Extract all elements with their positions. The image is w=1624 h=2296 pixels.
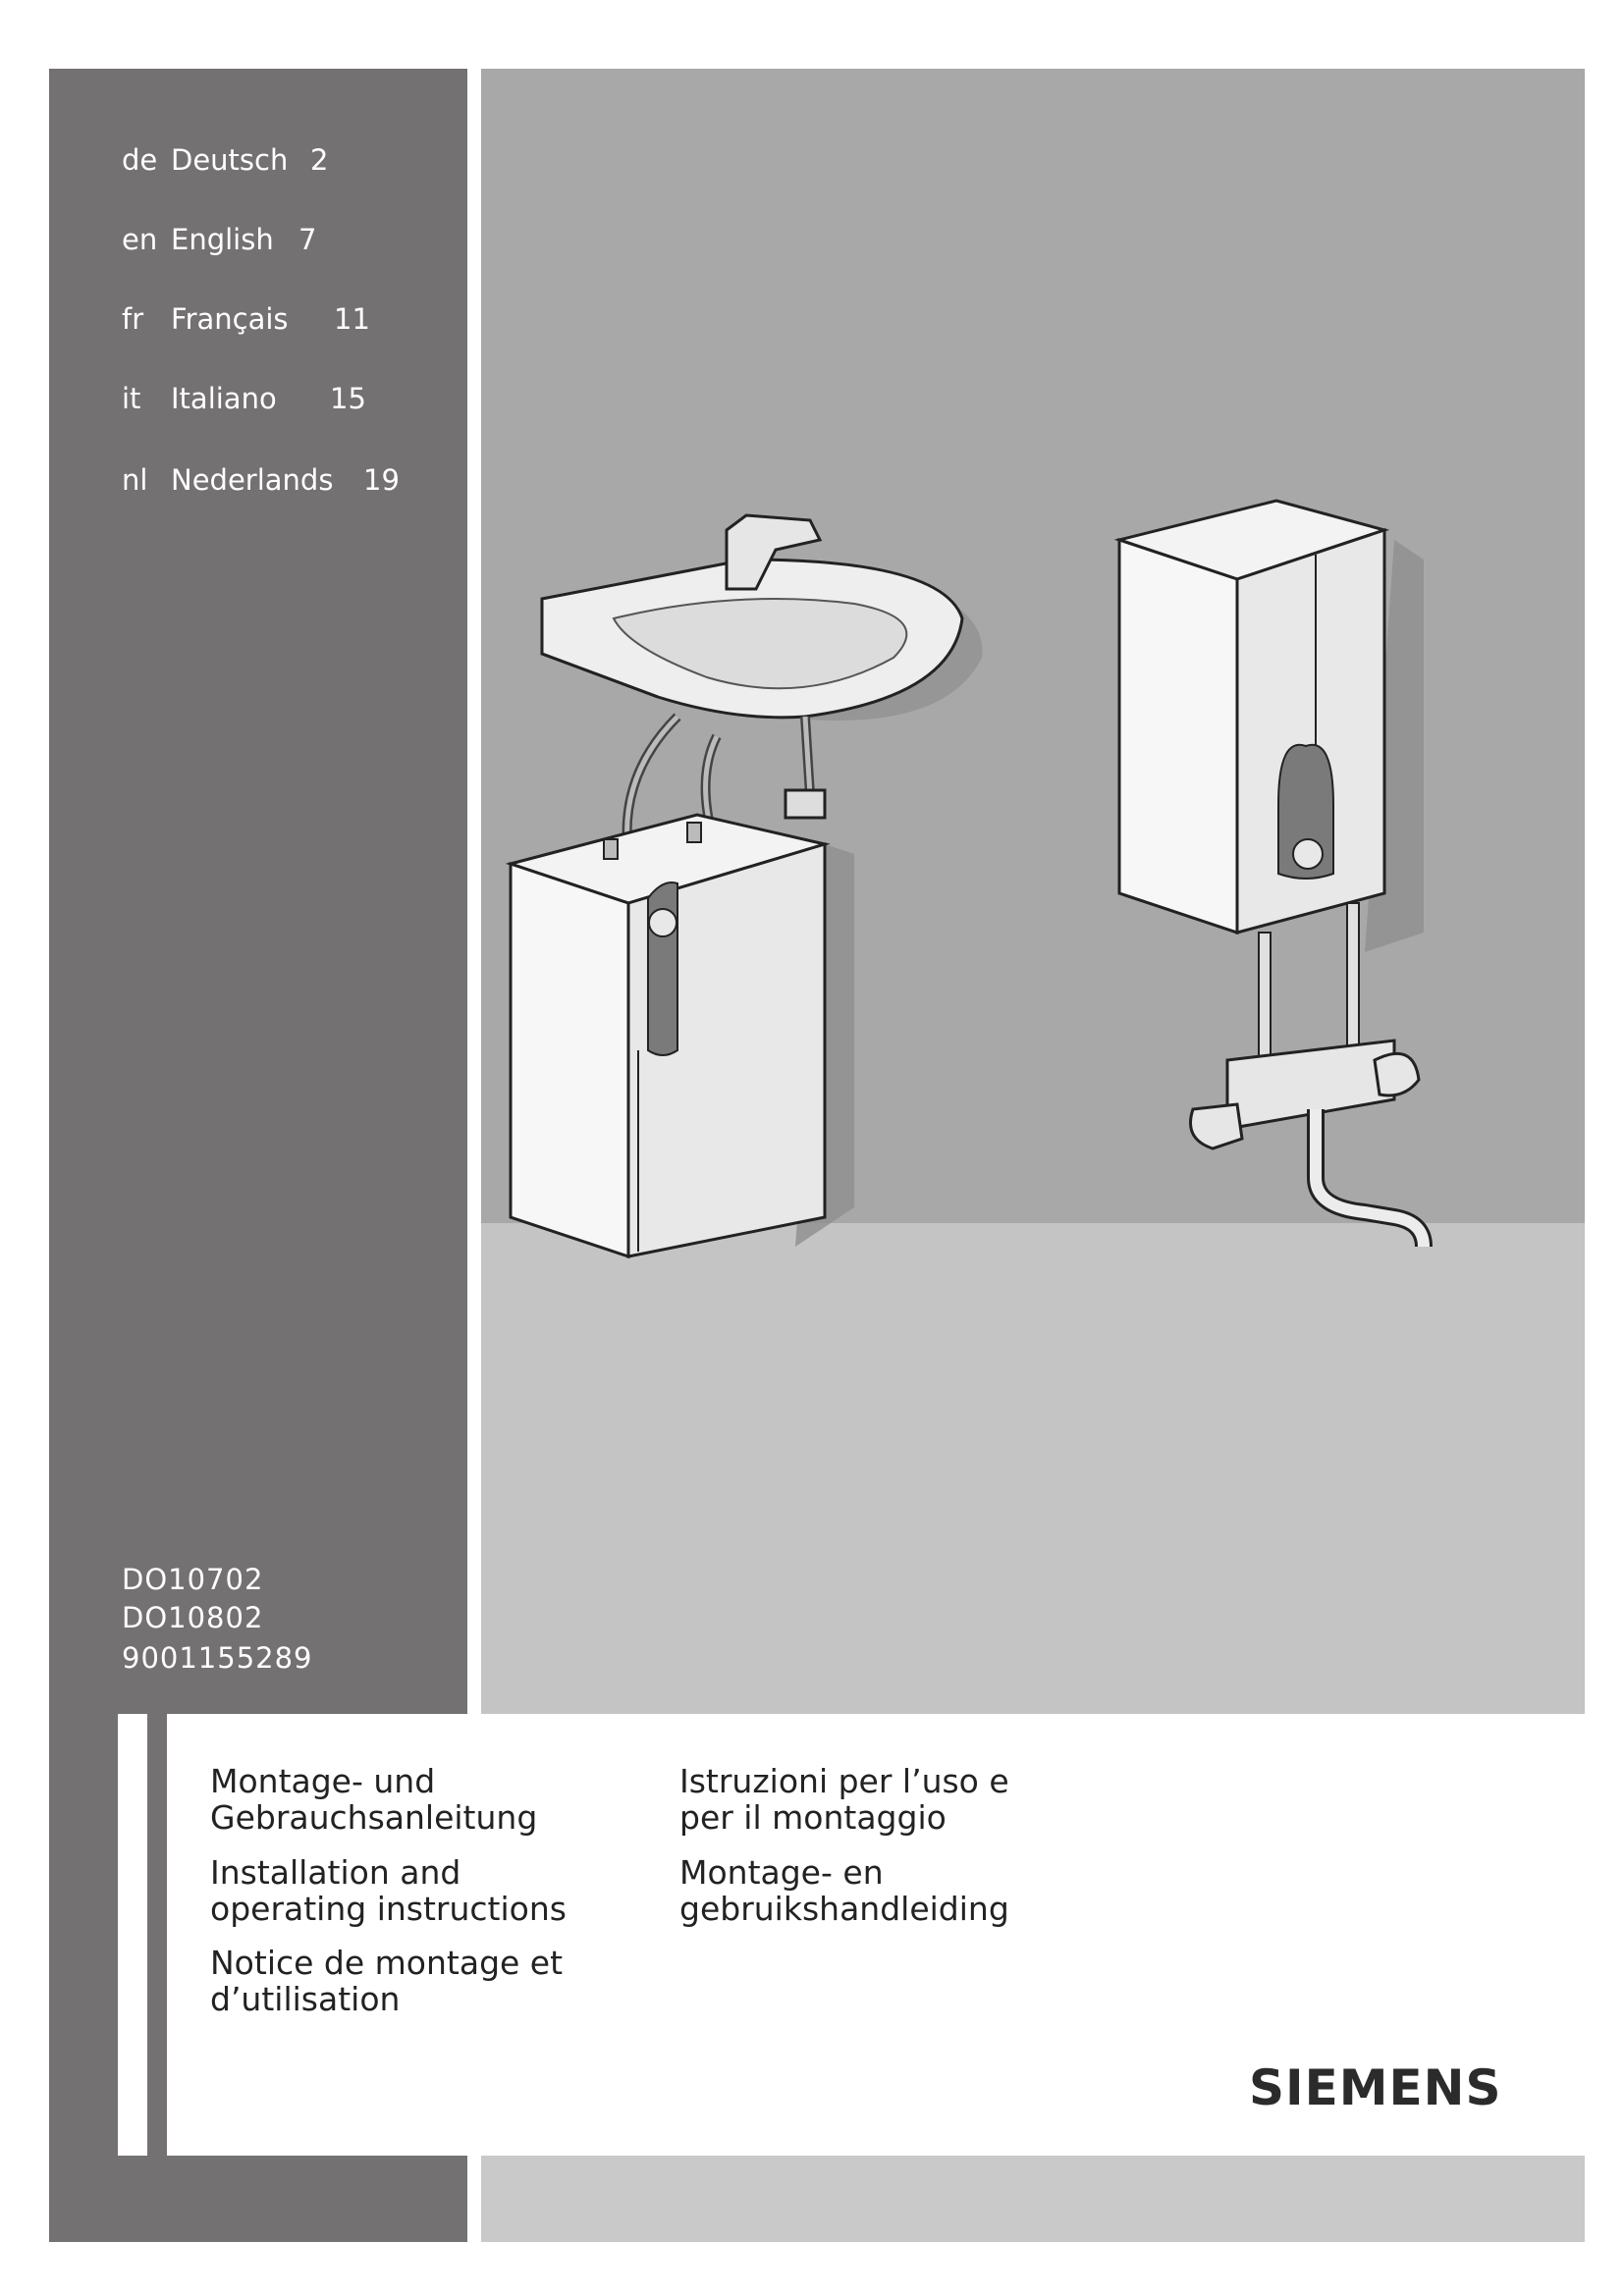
title-it xyxy=(679,1763,1009,1836)
toc-code: fr xyxy=(122,302,144,336)
title-line: Montage- und xyxy=(210,1762,436,1800)
toc-page: 15 xyxy=(330,382,366,415)
title-line: Gebrauchsanleitung xyxy=(210,1798,538,1837)
brand-logo: SIEMENS xyxy=(1249,2059,1502,2116)
toc-page: 11 xyxy=(334,302,370,336)
toc-code: de xyxy=(122,143,158,177)
title-fr xyxy=(210,1945,563,2017)
toc-code: nl xyxy=(122,463,148,497)
toc-page: 2 xyxy=(310,143,329,177)
toc-language: Nederlands xyxy=(171,463,334,497)
toc-code: en xyxy=(122,223,158,256)
title-line: Notice de montage et xyxy=(210,1944,564,1982)
accent-gap xyxy=(122,1714,147,2156)
model-number: DO10802 xyxy=(122,1601,264,1634)
title-line: Istruzioni per l’uso e xyxy=(679,1762,1009,1800)
product-illustration xyxy=(481,69,1585,1714)
toc-language: English xyxy=(171,223,274,256)
toc-page: 7 xyxy=(298,223,317,256)
title-line: per il montaggio xyxy=(679,1798,947,1837)
accent-bar xyxy=(147,1714,167,2156)
under-sink-water-heater xyxy=(511,815,825,1256)
footer-panel-left xyxy=(49,2156,467,2242)
title-line: gebruikshandleiding xyxy=(679,1890,1009,1928)
title-nl xyxy=(679,1854,1009,1927)
title-de xyxy=(210,1763,537,1836)
floor xyxy=(481,1223,1585,1714)
model-number: DO10702 xyxy=(122,1563,264,1596)
accent-bar xyxy=(49,1714,118,2156)
toc-code: it xyxy=(122,382,141,415)
article-number: 9001155289 xyxy=(122,1641,313,1675)
title-line: Montage- en xyxy=(679,1853,884,1892)
toc-page: 19 xyxy=(363,463,400,497)
title-en xyxy=(210,1854,567,1927)
toc-language: Français xyxy=(171,302,289,336)
toc-language: Italiano xyxy=(171,382,277,415)
title-line: operating instructions xyxy=(210,1890,567,1928)
title-line: Installation and xyxy=(210,1853,461,1892)
toc-language: Deutsch xyxy=(171,143,289,177)
title-line: d’utilisation xyxy=(210,1980,401,2018)
footer-panel-right xyxy=(481,2156,1585,2242)
wall-mounted-water-heater xyxy=(1119,501,1384,933)
